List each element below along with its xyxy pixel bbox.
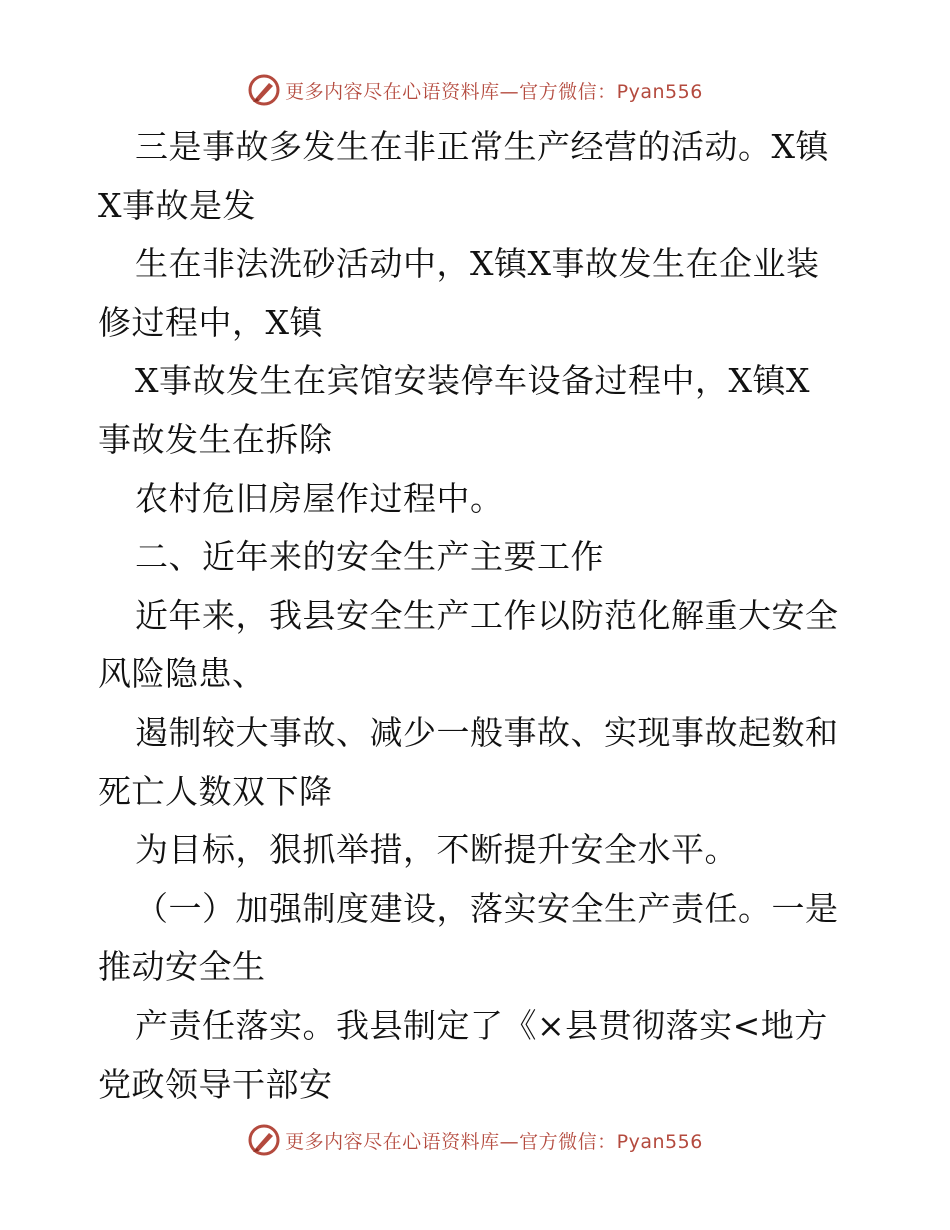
document-body bbox=[98, 118, 878, 1114]
paragraph-line: 二、近年来的安全生产主要工作 bbox=[135, 537, 604, 577]
paragraph bbox=[98, 235, 878, 352]
paragraph-line: （一）加强制度建设，落实安全生产责任。一是 bbox=[135, 888, 839, 928]
paragraph bbox=[98, 352, 878, 469]
paragraph-line: 修过程中，X镇 bbox=[98, 302, 323, 342]
watermark-footer bbox=[0, 1120, 950, 1160]
section-heading bbox=[98, 528, 878, 587]
brush-pen-logo-icon bbox=[247, 73, 281, 107]
paragraph bbox=[98, 821, 878, 880]
paragraph bbox=[98, 470, 878, 529]
paragraph-line: 推动安全生 bbox=[98, 947, 266, 987]
watermark-text: 更多内容尽在心语资料库—官方微信：Pyan556 bbox=[285, 80, 703, 103]
watermark-text: 更多内容尽在心语资料库—官方微信：Pyan556 bbox=[285, 1130, 703, 1153]
paragraph bbox=[98, 704, 878, 821]
paragraph-line: 事故发生在拆除 bbox=[98, 419, 333, 459]
paragraph-line: 党政领导干部安 bbox=[98, 1064, 333, 1104]
paragraph-line: 死亡人数双下降 bbox=[98, 771, 333, 811]
watermark-header bbox=[0, 70, 950, 110]
paragraph-line: 近年来，我县安全生产工作以防范化解重大安全 bbox=[135, 595, 839, 635]
paragraph bbox=[98, 118, 878, 235]
paragraph-line: 风险隐患、 bbox=[98, 654, 266, 694]
paragraph bbox=[98, 997, 878, 1114]
paragraph-line: 产责任落实。我县制定了《×县贯彻落实<地方 bbox=[135, 1005, 828, 1045]
paragraph-line: 农村危旧房屋作过程中。 bbox=[135, 478, 504, 518]
paragraph-line: 生在非法洗砂活动中，X镇X事故发生在企业装 bbox=[135, 244, 820, 284]
paragraph bbox=[98, 587, 878, 704]
paragraph-line: 为目标，狠抓举措，不断提升安全水平。 bbox=[135, 830, 738, 870]
paragraph-line: 遏制较大事故、减少一般事故、实现事故起数和 bbox=[135, 712, 839, 752]
paragraph bbox=[98, 880, 878, 997]
paragraph-line: 三是事故多发生在非正常生产经营的活动。X镇 bbox=[135, 127, 829, 166]
paragraph-line: X事故发生在宾馆安装停车设备过程中，X镇X bbox=[135, 361, 810, 401]
paragraph-line: X事故是发 bbox=[98, 185, 256, 225]
brush-pen-logo-icon bbox=[247, 1123, 281, 1157]
